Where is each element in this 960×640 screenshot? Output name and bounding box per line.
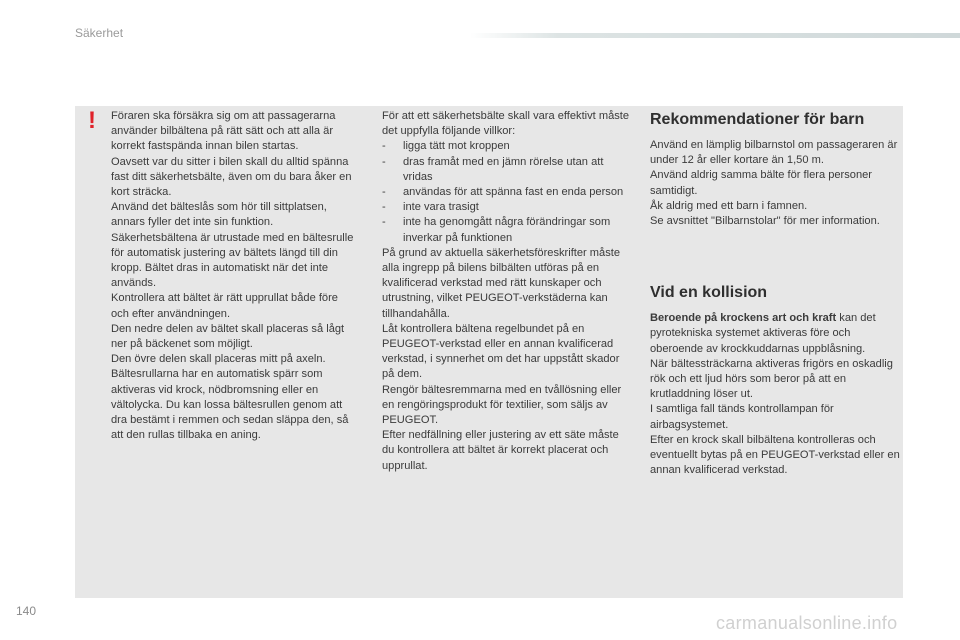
list-item: - inte vara trasigt [382,200,632,215]
paragraph: Använd en lämplig bilbarnstol om passageraren är under 12 år eller kortare än 1,50 m. [650,139,898,167]
page-number: 140 [16,604,37,618]
list-item: - inte ha genomgått några förändringar som inverkar på funktionen [382,215,632,245]
paragraph: I samtliga fall tänds kontrollampan för airbagsystemet. [650,403,834,431]
header-divider [470,33,960,38]
column-middle [382,109,632,474]
paragraph: Använd det bälteslås som hör till sittplatsen, annars fyller det inte sin funktion. [111,201,327,229]
paragraph: Åk aldrig med ett barn i famnen. [650,199,808,212]
column-right [650,110,900,478]
paragraph: På grund av aktuella säkerhetsföreskrifter måste alla ingrepp på bilens bilbälten utföras på en kvalificerad verkstad med rätt kunskaper och utrustning, vilket PEUGEOT-verkstäderna kan tillhandahålla. [382,246,621,320]
paragraph: Oavsett var du sitter i bilen skall du alltid spänna fast ditt säkerhetsbälte, även om du bara åker en kort sträcka. [111,155,352,199]
watermark: carmanualsonline.info [716,613,898,633]
heading-child-recommendations: Rekommendationer för barn [650,111,865,128]
paragraph: Kontrollera att bältet är rätt upprullat både före och efter användningen. [111,292,338,320]
list-item: - ligga tätt mot kroppen [382,139,632,154]
exclamation-icon: ! [88,107,96,134]
paragraph: Se avsnittet "Bilbarnstolar" för mer information. [650,215,880,228]
conditions-intro: För att ett säkerhetsbälte skall vara effektivt måste det uppfylla följande villkor: [382,110,630,138]
paragraph: Säkerhetsbältena är utrustade med en bältesrulle för automatisk justering av bältets längd till din kropp. Bältet dras in automatiskt när det inte används. [111,231,354,290]
paragraph: Använd aldrig samma bälte för flera personer samtidigt. [650,169,872,197]
collision-lead-bold: Beroende på krockens art och kraft [650,312,837,325]
paragraph: Låt kontrollera bältena regelbundet på en PEUGEOT-verkstad eller en annan kvalificerad verkstad, i synnerhet om det har uppstått skador på dem. [382,322,620,381]
column-left [111,109,357,443]
paragraph: Efter nedfällning eller justering av ett säte måste du kontrollera att bältet är korrekt placerat och upprullat. [382,429,619,472]
collision-lead-rest: kan det pyrotekniska systemet aktiveras före och oberoende av krockkuddarnas uppblåsning. [650,312,876,355]
heading-collision: Vid en kollision [650,284,768,302]
paragraph: Rengör bältesremmarna med en tvållösning eller en rengöringsprodukt för textilier, som säljs av PEUGEOT. [382,383,622,427]
paragraph: När bältessträckarna aktiveras frigörs en oskadlig rök och ett ljud hörs som beror på att en krutladdning löser ut. [650,357,893,401]
paragraph: Föraren ska försäkra sig om att passagerarna använder bilbältena på rätt sätt och att alla är korrekt fastspända innan bilen startas. [111,110,336,153]
section-title: Säkerhet [75,26,124,40]
list-item: - användas för att spänna fast en enda person [382,185,632,200]
list-item: - dras framåt med en jämn rörelse utan att vridas [382,155,632,185]
paragraph: Den övre delen skall placeras mitt på axeln. [111,353,326,366]
conditions-list [382,139,632,245]
collision-lead [650,311,900,357]
paragraph: Den nedre delen av bältet skall placeras så lågt ner på bäckenet som möjligt. [111,322,345,351]
paragraph: Bältesrullarna har en automatisk spärr som aktiveras vid krock, nödbromsning eller en vältolycka. Du kan lossa bältesrullen genom att dra bestämt i remmen och sedan släppa den, så att den rullas tillbaka en aning. [111,368,349,442]
paragraph: Efter en krock skall bilbältena kontrolleras och eventuellt bytas på en PEUGEOT-verkstad eller en annan kvalificerad verkstad. [650,433,900,477]
